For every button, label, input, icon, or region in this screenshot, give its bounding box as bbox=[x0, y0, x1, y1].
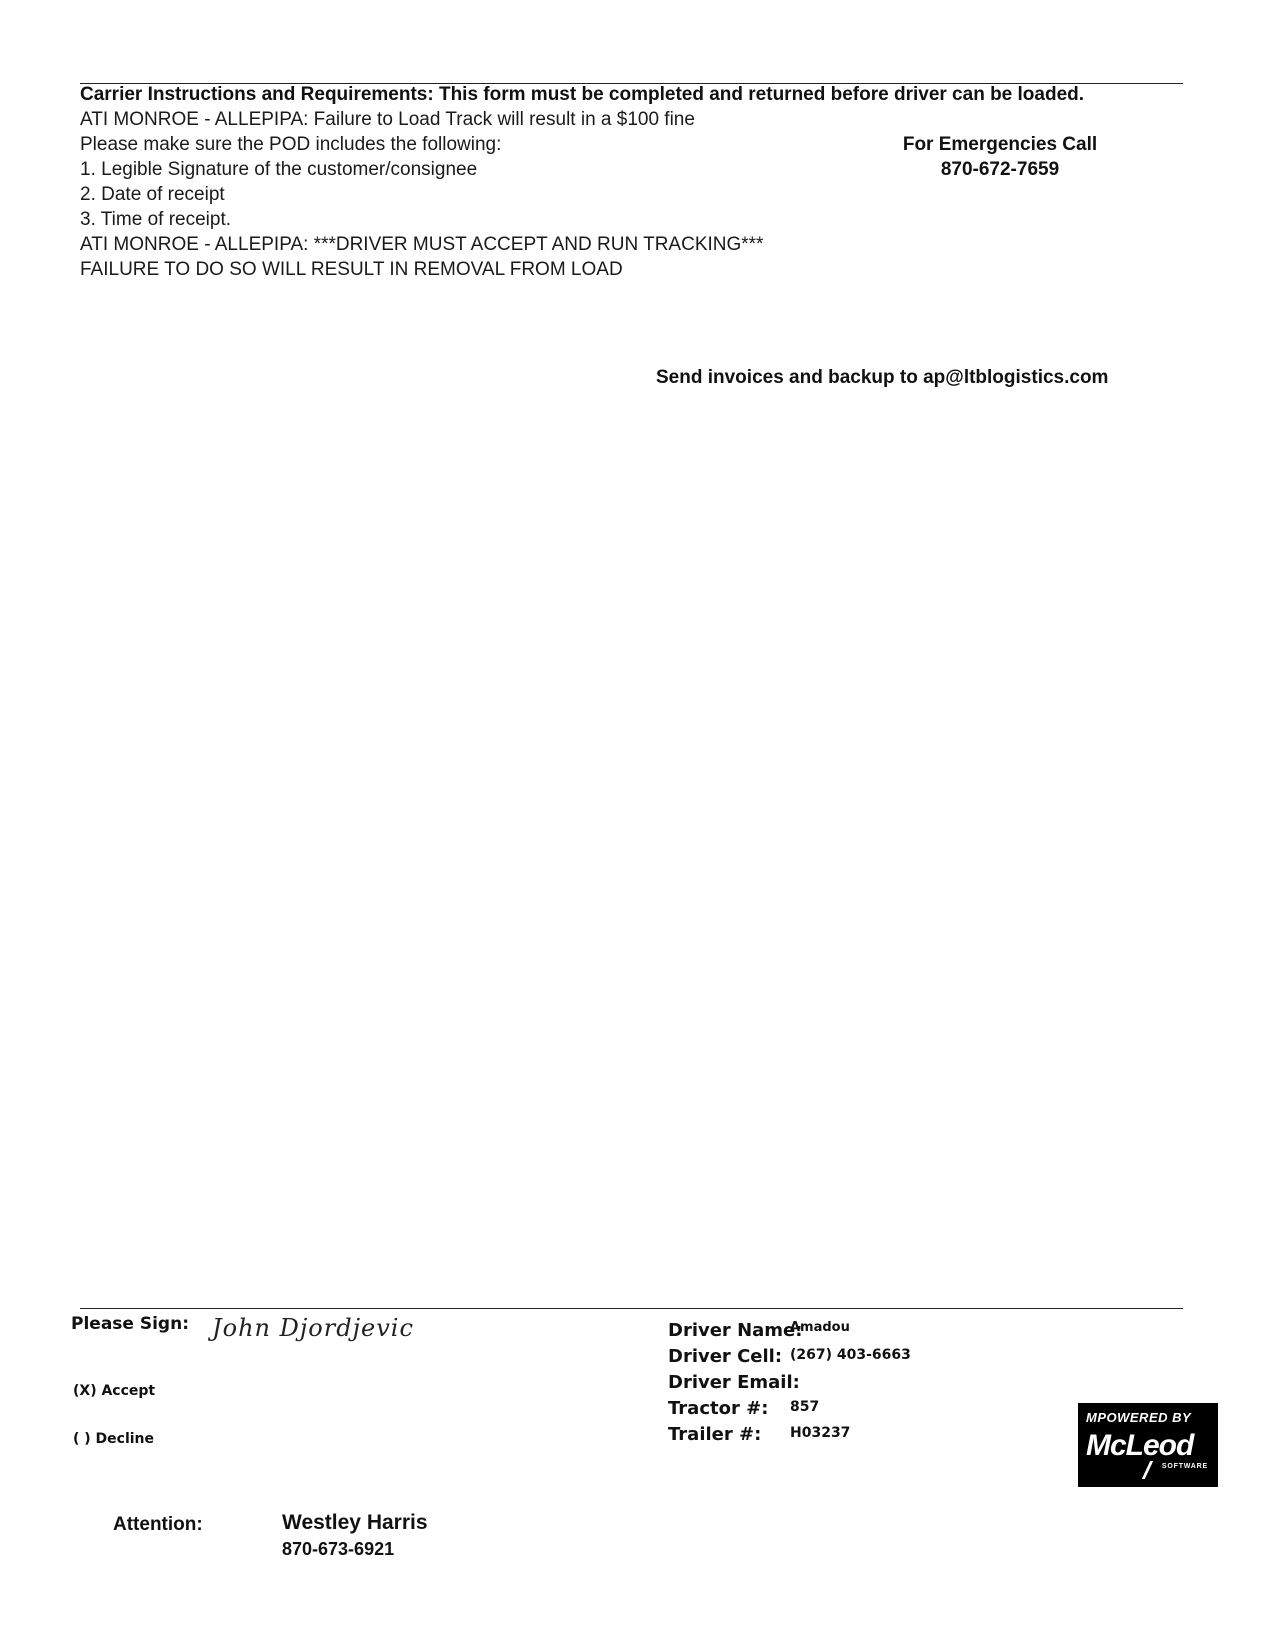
instruction-line: 1. Legible Signature of the customer/consignee bbox=[80, 159, 478, 180]
driver-cell-label: Driver Cell: bbox=[668, 1346, 783, 1367]
trailer-label: Trailer #: bbox=[668, 1424, 762, 1445]
tractor-value: 857 bbox=[790, 1399, 820, 1415]
attention-name: Westley Harris bbox=[282, 1511, 428, 1534]
trailer-value: H03237 bbox=[790, 1425, 851, 1441]
instruction-line: 3. Time of receipt. bbox=[80, 209, 232, 230]
driver-email-label: Driver Email: bbox=[668, 1372, 800, 1393]
instruction-line: ATI MONROE - ALLEPIPA: Failure to Load Track will result in a $100 fine bbox=[80, 109, 695, 130]
instructions-heading: Carrier Instructions and Requirements: This form must be completed and returned before driver can be loaded. bbox=[80, 84, 1085, 105]
attention-label: Attention: bbox=[113, 1514, 203, 1535]
please-sign-label: Please Sign: bbox=[71, 1314, 189, 1334]
tractor-label: Tractor #: bbox=[668, 1398, 769, 1419]
instruction-line: Please make sure the POD includes the following: bbox=[80, 134, 502, 155]
logo-sub-text: SOFTWARE bbox=[1161, 1463, 1208, 1470]
bottom-divider bbox=[80, 1308, 1183, 1309]
instruction-line: 2. Date of receipt bbox=[80, 184, 225, 205]
emergency-label: For Emergencies Call bbox=[902, 134, 1098, 155]
invoice-note: Send invoices and backup to ap@ltblogistics.com bbox=[656, 367, 1109, 388]
mcleod-logo bbox=[1078, 1403, 1218, 1487]
emergency-phone: 870-672-7659 bbox=[940, 159, 1060, 180]
instruction-line: ATI MONROE - ALLEPIPA: ***DRIVER MUST ACCEPT AND RUN TRACKING*** bbox=[80, 234, 764, 255]
driver-cell-value: (267) 403-6663 bbox=[790, 1347, 911, 1363]
logo-top-text: MPOWERED BY bbox=[1086, 1410, 1192, 1425]
logo-brand-text: McLeod bbox=[1086, 1429, 1194, 1462]
accept-option[interactable]: (X) Accept bbox=[73, 1383, 156, 1399]
driver-name-label: Driver Name: bbox=[668, 1320, 803, 1341]
decline-option[interactable]: ( ) Decline bbox=[73, 1431, 155, 1447]
logo-slash bbox=[1142, 1461, 1153, 1479]
attention-phone: 870-673-6921 bbox=[282, 1539, 395, 1559]
instruction-line: FAILURE TO DO SO WILL RESULT IN REMOVAL FROM LOAD bbox=[80, 259, 623, 280]
signature-field[interactable]: John Djordjevic bbox=[212, 1314, 414, 1342]
driver-name-value: Amadou bbox=[790, 1320, 850, 1335]
